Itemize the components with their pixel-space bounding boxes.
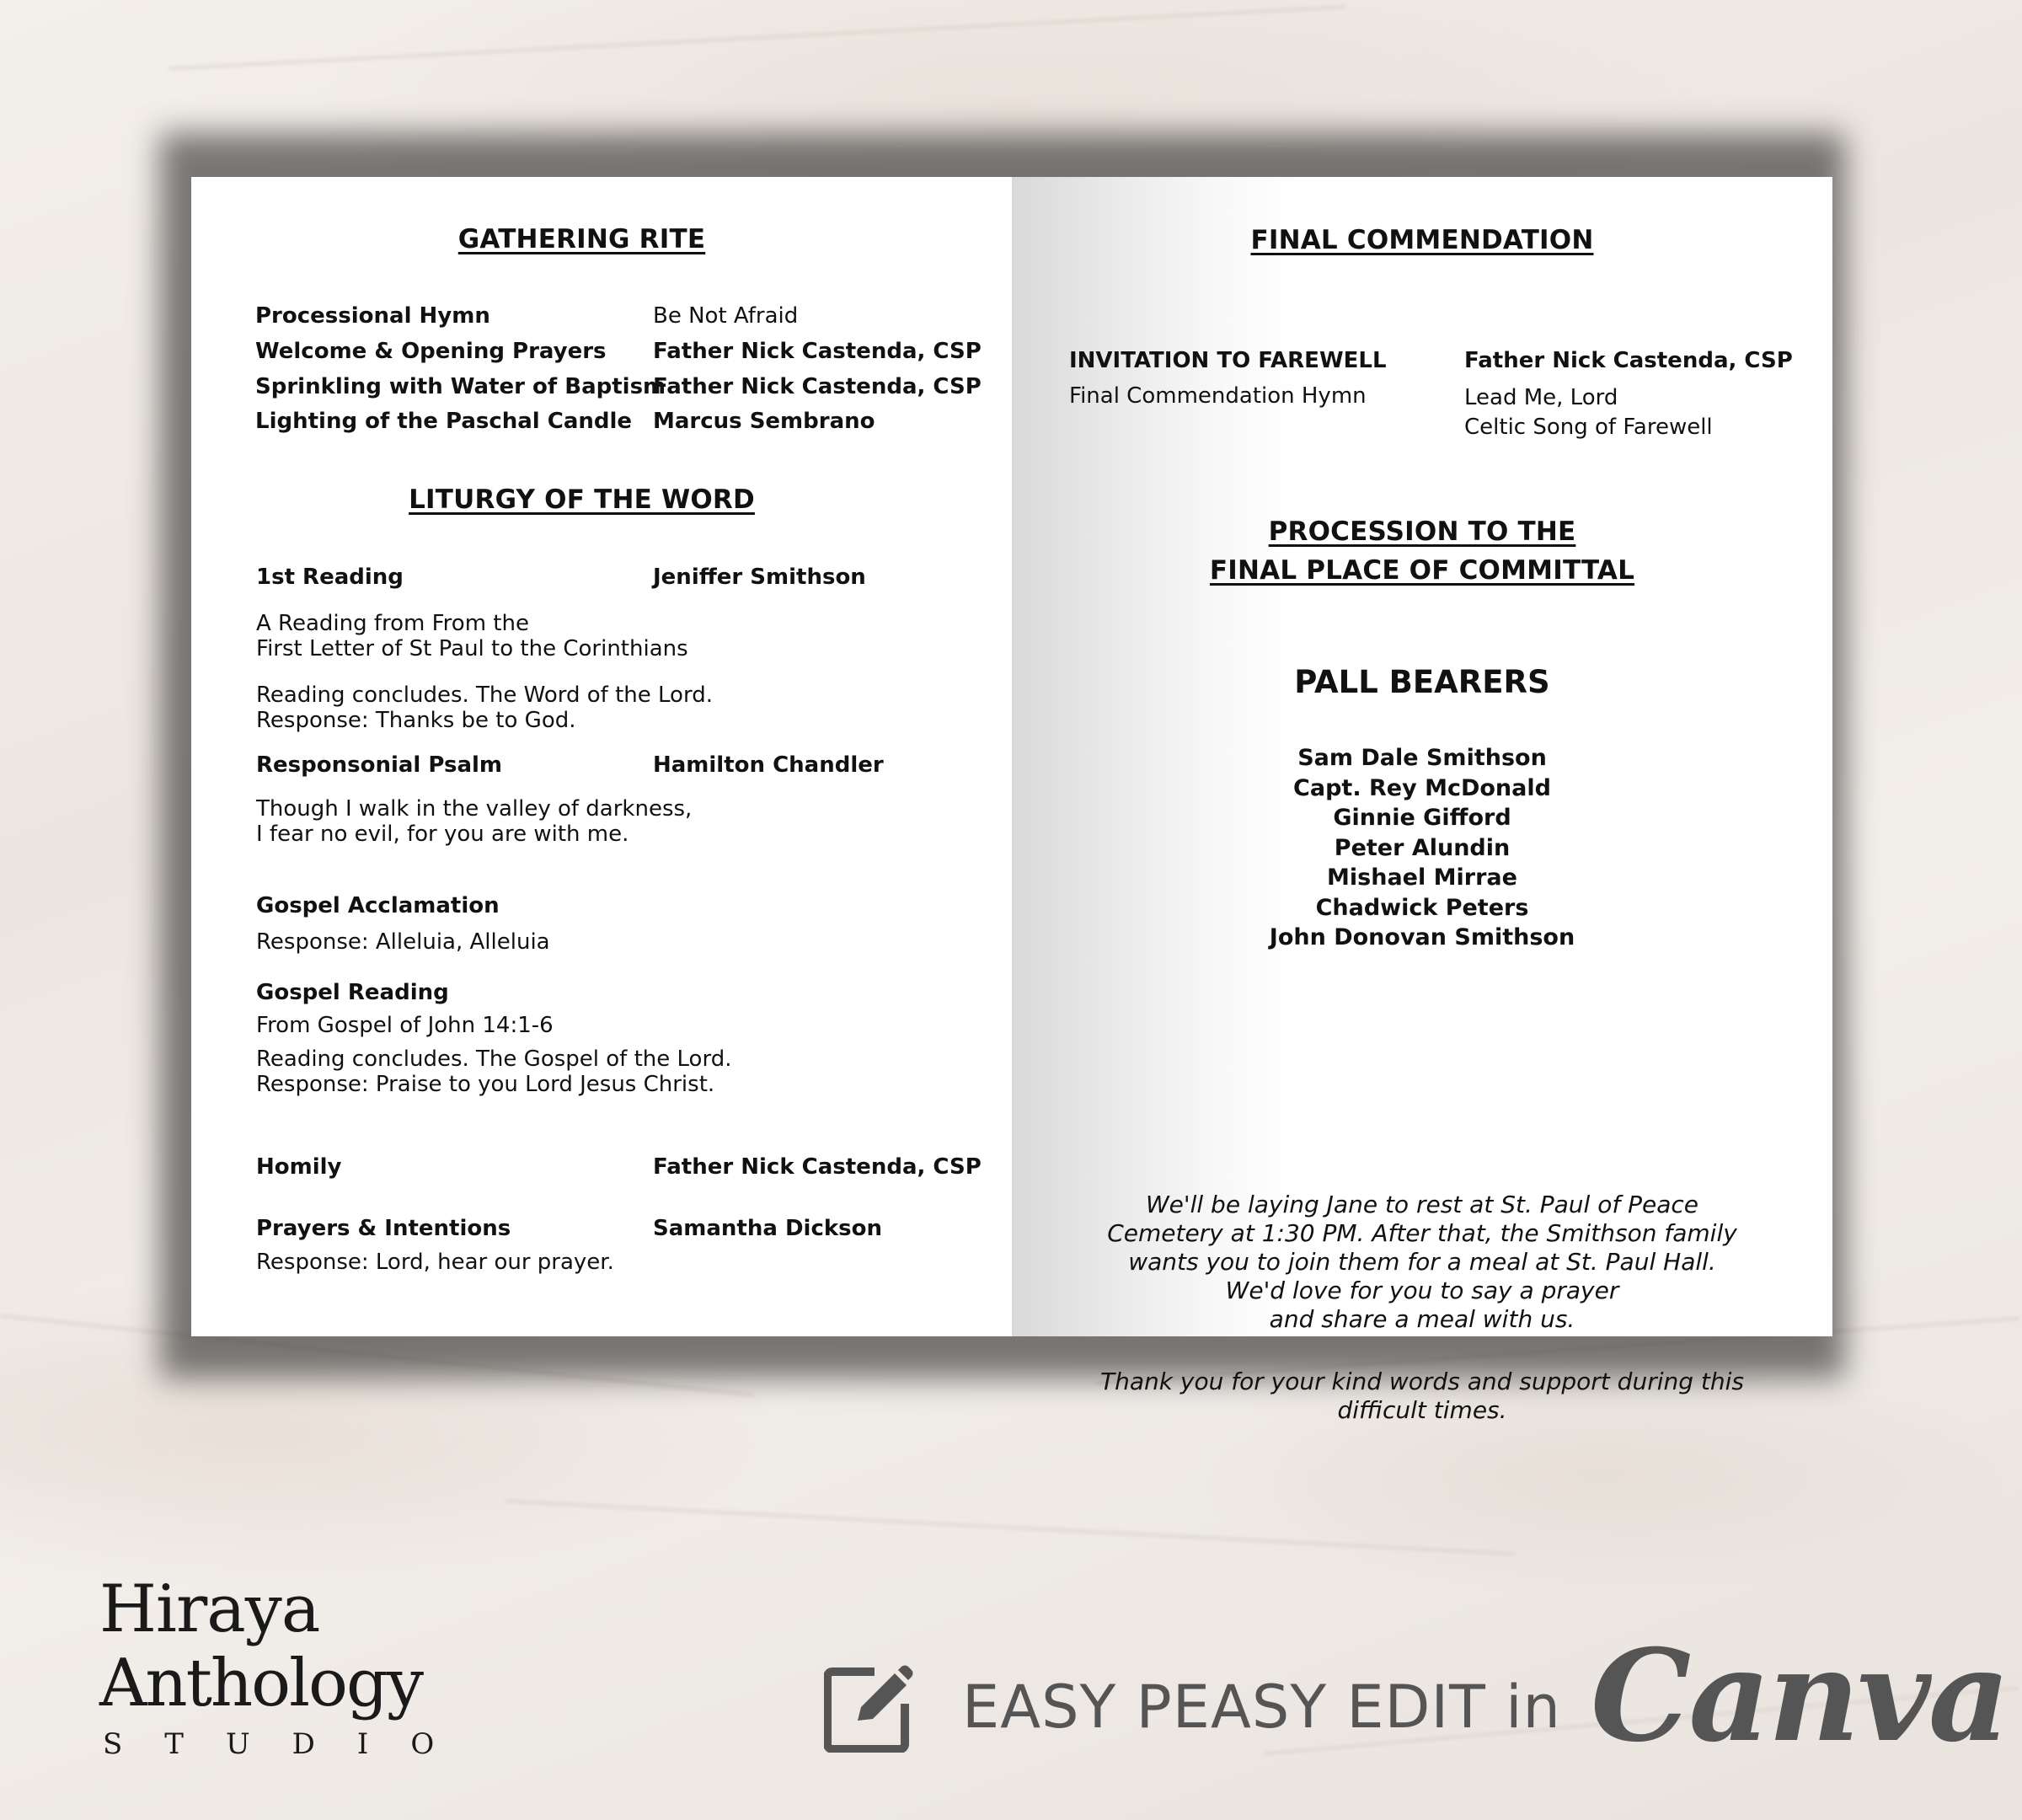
prayers-label: Prayers & Intentions xyxy=(256,1216,511,1241)
gathering-detail: Father Nick Castenda, CSP xyxy=(653,339,982,364)
program-left-page xyxy=(191,177,1012,1336)
gathering-item: Sprinkling with Water of Baptism xyxy=(255,374,666,399)
first-reading-source: A Reading from From the First Letter of St Paul to the Corinthians xyxy=(256,611,688,661)
logo-line-anthology: Anthology xyxy=(99,1646,423,1721)
gospel-acclamation-label: Gospel Acclamation xyxy=(256,893,500,918)
pall-bearer-name: Ginnie Gifford xyxy=(1333,805,1511,831)
hymn-label: Final Commendation Hymn xyxy=(1069,383,1367,409)
hymn-titles: Lead Me, Lord Celtic Song of Farewell xyxy=(1464,385,1713,440)
prayers-reader: Samantha Dickson xyxy=(653,1216,882,1241)
gathering-detail: Father Nick Castenda, CSP xyxy=(653,374,982,399)
procession-heading: PROCESSION TO THE FINAL PLACE OF COMMITTAL xyxy=(1209,517,1635,586)
logo-line-hiraya: Hiraya xyxy=(99,1571,320,1647)
farewell-celebrant: Father Nick Castenda, CSP xyxy=(1464,348,1793,373)
gathering-item: Processional Hymn xyxy=(255,303,490,329)
gospel-reading-label: Gospel Reading xyxy=(256,980,449,1005)
marble-vein xyxy=(168,6,1346,70)
marble-vein xyxy=(506,1500,1516,1555)
logo-line-studio: STUDIO xyxy=(103,1727,477,1761)
gospel-acclamation-response: Response: Alleluia, Alleluia xyxy=(256,929,550,955)
pall-bearer-name: Peter Alundin xyxy=(1334,834,1511,861)
pall-bearer-name: Capt. Rey McDonald xyxy=(1293,774,1551,801)
psalm-label: Responsonial Psalm xyxy=(256,752,503,778)
pall-bearer-name: Mishael Mirrae xyxy=(1327,864,1517,891)
pall-bearers-list xyxy=(1012,743,1832,953)
first-reading-response: Reading concludes. The Word of the Lord. Response: Thanks be to God. xyxy=(256,682,713,733)
gathering-detail: Be Not Afraid xyxy=(653,303,799,329)
prayers-response: Response: Lord, hear our prayer. xyxy=(256,1250,614,1275)
pall-bearer-name: John Donovan Smithson xyxy=(1269,924,1575,950)
pall-bearer-name: Sam Dale Smithson xyxy=(1297,745,1547,771)
pall-bearers-heading: PALL BEARERS xyxy=(1294,664,1550,700)
liturgy-heading: LITURGY OF THE WORD xyxy=(409,484,755,515)
easy-edit-tagline: EASY PEASY EDIT in xyxy=(962,1673,1561,1742)
hiraya-anthology-logo xyxy=(99,1571,477,1768)
psalm-reader: Hamilton Chandler xyxy=(653,752,884,778)
homily-label: Homily xyxy=(256,1154,342,1180)
final-commendation-heading: FINAL COMMENDATION xyxy=(1250,225,1594,255)
gathering-rite-heading: GATHERING RITE xyxy=(457,224,706,254)
pall-bearer-name: Chadwick Peters xyxy=(1315,894,1529,921)
first-reading-label: 1st Reading xyxy=(256,565,404,590)
burial-note: We'll be laying Jane to rest at St. Paul of Peace Cemetery at 1:30 PM. After that, the Smithson family wants you to join them for a meal at St. Paul Hall. We'd love for you to say a prayer and share a meal with us. xyxy=(1107,1191,1737,1333)
gospel-response: Reading concludes. The Gospel of the Lord. Response: Praise to you Lord Jesus Christ. xyxy=(256,1046,732,1097)
canva-wordmark: Canva xyxy=(1591,1622,2008,1770)
homily-celebrant: Father Nick Castenda, CSP xyxy=(653,1154,982,1180)
first-reading-reader: Jeniffer Smithson xyxy=(653,565,866,590)
gathering-item: Lighting of the Paschal Candle xyxy=(255,409,633,434)
gospel-source: From Gospel of John 14:1-6 xyxy=(256,1013,554,1038)
thanks-note: Thank you for your kind words and support during this difficult times. xyxy=(1100,1368,1744,1424)
gathering-detail: Marcus Sembrano xyxy=(653,409,875,434)
farewell-label: INVITATION TO FAREWELL xyxy=(1069,348,1387,373)
gathering-item: Welcome & Opening Prayers xyxy=(255,339,607,364)
program-right-page xyxy=(1012,177,1832,1424)
psalm-text: Though I walk in the valley of darkness, I fear no evil, for you are with me. xyxy=(256,796,693,847)
edit-pencil-icon xyxy=(824,1662,915,1753)
